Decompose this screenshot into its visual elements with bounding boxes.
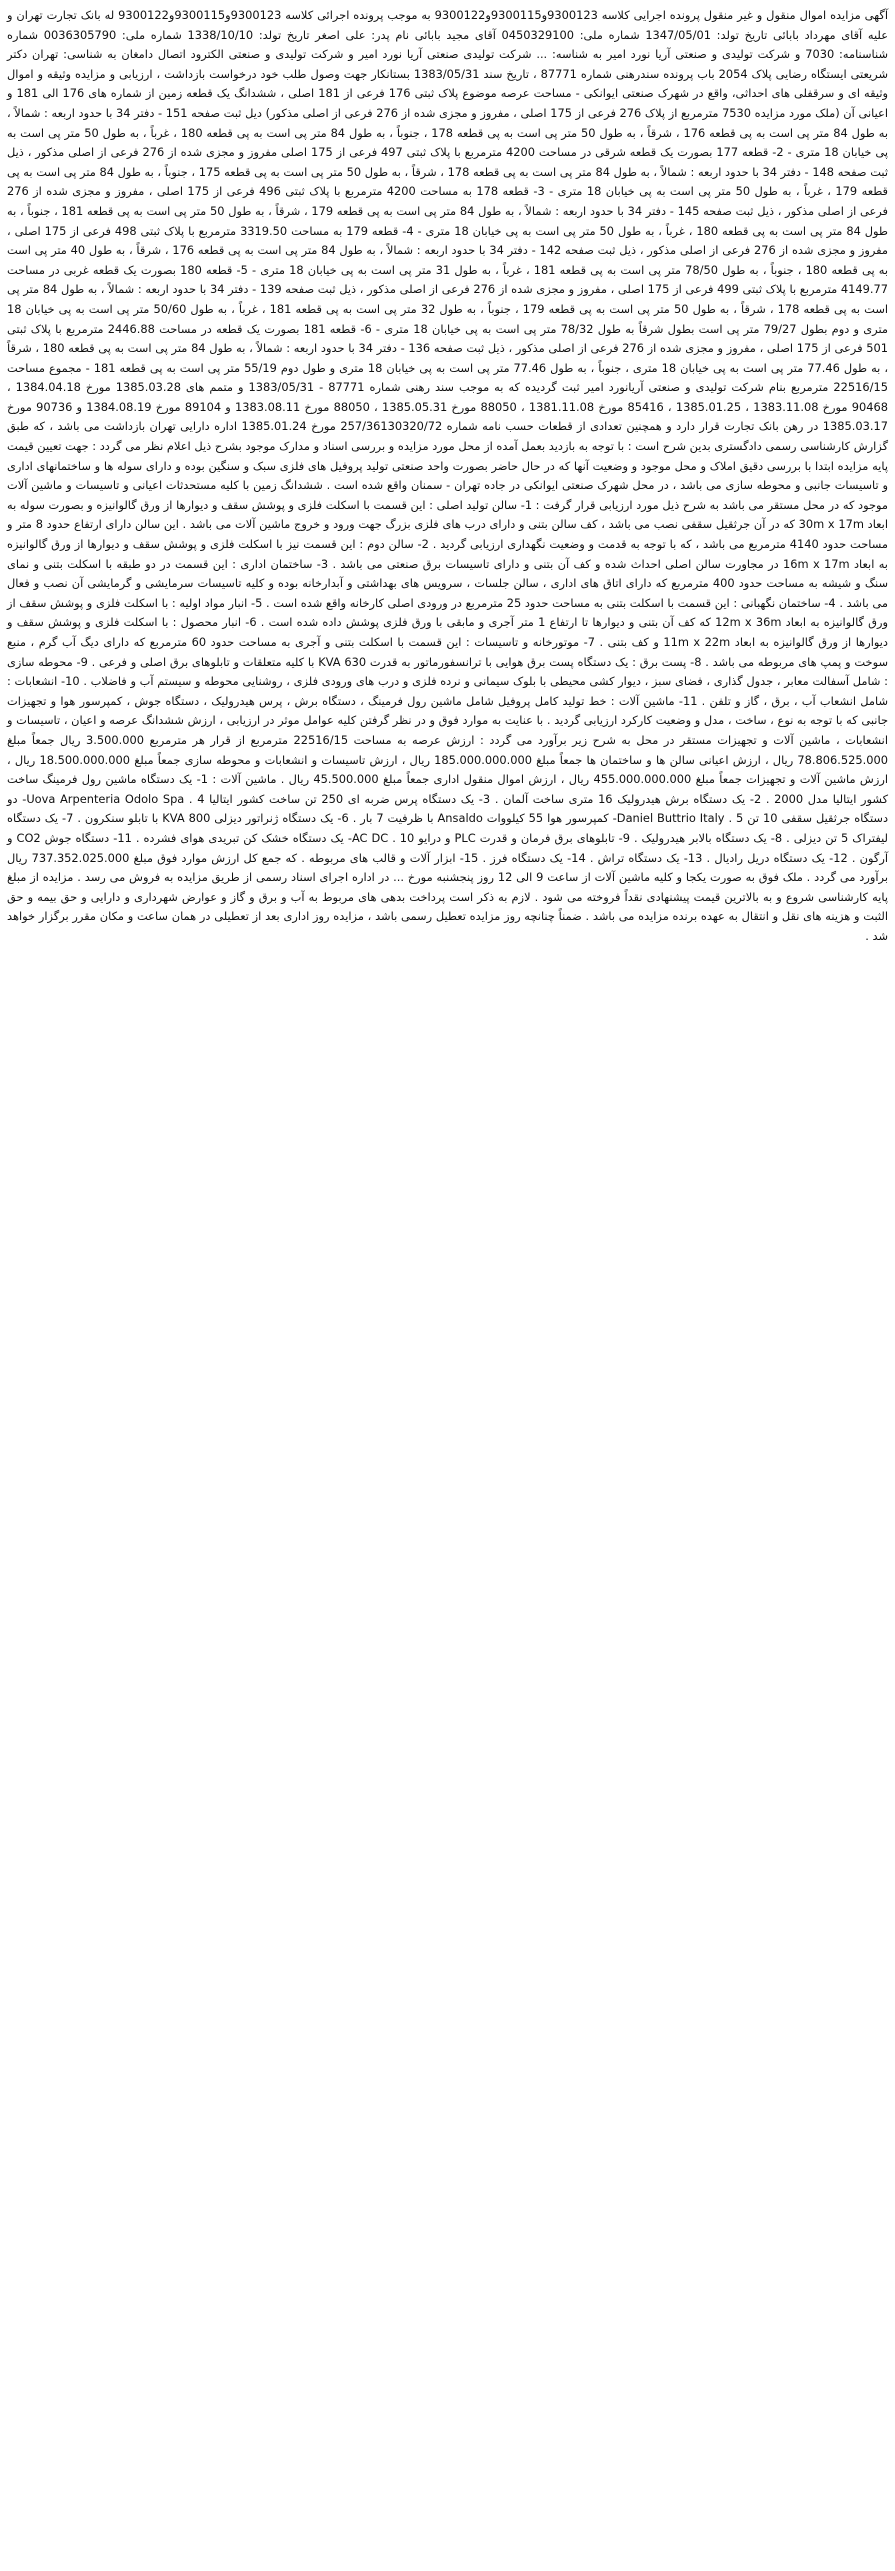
auction-notice-text: آگهی مزایده اموال منقول و غیر منقول پرونده اجرایی کلاسه 9300123و9300115و9300122 به موجب پرونده اجرائی کلاسه 9300123و9300115و9300122 له بانک تجارت تهران و علیه آقای مهرداد بابائی تاریخ تولد: 1347/05/01 شماره ملی: 0450329100 آقای مجید بابائی نام پدر: علی اصغر تاریخ تولد: 1338/10/10 شماره ملی: 0036305790 شماره شناسنامه: 7030 و شرکت تولیدی و صنعتی آریا نورد امیر به شناسه: ... شرکت تولیدی صنعتی آریا نورد امیر و شرکت تولیدی و صنعتی الکترود اتصال دامغان به شناسی: تهران دکتر شریعتی ایستگاه رضایی پلاک 2054 باب پرونده سندرهنی شماره 87771 ، تاریخ سند 1383/05/31 بستانکار جهت وصول طلب خود درخواست بازداشت ، ارزیابی و مزایده وثیقه و اموال وثیقه ای و سرقفلی های احداثی، واقع در شهرک صنعتی ایوانکی - مساحت عرصه موضوع پلاک ثبتی 176 فرعی از 181 اصلی ، ششدانگ یک قطعه زمین از شماره های 176 الی 181 و اعیانی آن (ملک مورد مزایده 7530 مترمربع از پلاک 276 فرعی از 175 اصلی ، مفروز و مجزی شده از 276 فرعی از اصلی مذکور) دیل ثبت صفحه 151 - دفتر 34 با حدود اربعه : شمالاً ، به طول 84 متر پی است به پی قطعه 176 ، شرقاً ، به طول 50 متر پی است به پی قطعه 178 ، جنوباً ، به طول 84 متر پی است به پی قطعه 180 ، غرباً ، به طول 50 متر پی است به پی خیابان 18 متری - 2- قطعه 177 بصورت یک قطعه شرقی در مساحت 4200 مترمربع با پلاک ثبتی 497 فرعی از 175 اصلی مفروز و مجزی شده از 276 فرعی از اصلی مذکور ، ذیل ثبت صفحه 148 - دفتر 34 با حدود اربعه : شمالاً ، به طول 84 متر پی است به پی قطعه 178 ، شرقاً ، به طول 50 متر پی است به پی قطعه 175 ، جنوباً ، به طول 84 متر پی است به پی قطعه 179 ، غرباً ، به طول 50 متر پی است به پی خیابان 18 متری - 3- قطعه 178 به مساحت 4200 مترمربع با پلاک ثبتی 496 فرعی از 175 اصلی ، مفروز و مجزی شده از 276 فرعی از اصلی مذکور ، ذیل ثبت صفحه 145 - دفتر 34 با حدود اربعه : شمالاً ، به طول 84 متر پی است به پی قطعه 179 ، شرقاً ، به طول 50 متر پی است به پی قطعه 181 ، جنوباً ، به طول 84 متر پی است به پی قطعه 180 ، غرباً ، به طول 50 متر پی است به پی خیابان 18 متری - 4- قطعه 179 به مساحت 3319.50 مترمربع با پلاک ثبتی 498 فرعی از 175 اصلی ، مفروز و مجزی شده از 276 فرعی از اصلی مذکور ، ذیل ثبت صفحه 142 - دفتر 34 با حدود اربعه : شمالاً ، به طول 84 متر پی است به پی قطعه 176 ، شرقاً ، به طول 40 متر پی است به پی قطعه 180 ، جنوباً ، به طول 78/50 متر پی است به پی قطعه 181 ، غرباً ، به طول 31 متر پی است به پی خیابان 18 متری - 5- قطعه 180 بصورت یک قطعه غربی در مساحت 4149.77 مترمربع با پلاک ثبتی 499 فرعی از 175 اصلی ، مفروز و مجزی شده از 276 فرعی از اصلی مذکور ، ذیل ثبت صفحه 139 - دفتر 34 با حدود اربعه : شمالاً ، به طول 84 متر پی است به پی قطعه 178 ، شرقاً ، به طول 50 متر پی است به پی قطعه 179 ، جنوباً ، به طول 32 متر پی است به پی قطعه 181 ، غرباً ، به طول 50/60 متر پی است به پی خیابان 18 متری و دوم بطول 79/27 متر پی است بطول شرقاً به طول 78/32 متر پی است به پی خیابان 18 متری - 6- قطعه 181 بصورت یک قطعه در مساحت 2446.88 مترمربع با پلاک ثبتی 501 فرعی از 175 اصلی ، مفروز و مجزی شده از 276 فرعی از اصلی مذکور ، ذیل ثبت صفحه 136 - دفتر 34 با حدود اربعه : شمالاً ، به طول 84 متر پی است به پی قطعه 180 ، شرقاً ، به طول 77.46 متر پی است به پی خیابان 18 متری ، جنوباً ، به طول 77.46 متر پی است به پی خیابان 18 متری و طول دوم 55/19 متر پی است به پی قطعه 181 - مجموع مساحت 22516/15 مترمربع بنام شرکت تولیدی و صنعتی آریانورد امیر ثبت گردیده که به موجب سند رهنی شماره 87771 - 1383/05/31 و متمم های 1385.03.28 مورخ 1384.04.18 ، 90468 مورخ 1383.11.08 ، 1385.01.25 ، 85416 مورخ 1381.11.08 ، 88050 مورخ 1385.05.31 ، 88050 مورخ 1383.08.11 و 89104 مورخ 1384.08.19 و 90736 مورخ 1385.03.17 در رهن بانک تجارت قرار دارد و همچنین تعدادی از قطعات حسب نامه شماره 257/36130320/72 مورخ 1385.01.24 اداره دارایی تهران بازداشت می باشد ، که طبق گزارش کارشناسی رسمی دادگستری بدین شرح است : با توجه به بازدید بعمل آمده از محل مورد مزایده و بررسی اسناد و مدارک موجود بشرح ذیل اعلام نظر می گردد : جهت تعیین قیمت پایه مزایده ابتدا با بررسی دقیق املاک و محل موجود و وضعیت آنها که در حال حاضر بصورت واحد صنعتی تولید پروفیل های فلزی سبک و سنگین بوده و دارای سوله ها و ساختمانهای اداری و تاسیسات جانبی و محوطه سازی می باشد ، در محل شهرک صنعتی ایوانکی در جاده تهران - سمنان واقع شده است . ششدانگ زمین با کلیه مستحدثات اعیانی و تاسیسات و ماشین آلات موجود که در محل مستقر می باشد به شرح ذیل مورد ارزیابی قرار گرفت : 1- سالن تولید اصلی : این قسمت با اسکلت فلزی و پوشش سقف و دیوارها از ورق گالوانیزه و بصورت سوله به ابعاد 30m x 17m که در آن جرثقیل سقفی نصب می باشد ، کف سالن بتنی و دارای درب های فلزی بزرگ جهت ورود و خروج ماشین آلات می باشد . این سالن دارای ارتفاع حدود 8 متر و مساحت حدود 4140 مترمربع می باشد ، که با توجه به قدمت و وضعیت نگهداری ارزیابی گردید . 2- سالن دوم : این قسمت نیز با اسکلت فلزی و پوشش سقف و دیوارها از ورق گالوانیزه به ابعاد 16m x 17m در مجاورت سالن اصلی احداث شده و کف آن بتنی و دارای تاسیسات برق صنعتی می باشد . 3- ساختمان اداری : این قسمت در دو طبقه با اسکلت بتنی و نمای سنگ و شیشه به مساحت حدود 400 مترمربع که دارای اتاق های اداری ، سالن جلسات ، سرویس های بهداشتی و آبدارخانه بوده و کلیه تاسیسات سرمایشی و گرمایشی آن نصب و فعال می باشد . 4- ساختمان نگهبانی : این قسمت با اسکلت بتنی به مساحت حدود 25 مترمربع در ورودی اصلی کارخانه واقع شده است . 5- انبار مواد اولیه : با اسکلت فلزی و پوشش سقف از ورق گالوانیزه به ابعاد 12m x 36m که کف آن بتنی و دیوارها تا ارتفاع 1 متر آجری و مابقی با ورق فلزی پوشش داده شده است . 6- انبار محصول : با اسکلت فلزی و پوشش سقف و دیوارها از ورق گالوانیزه به ابعاد 11m x 22m و کف بتنی . 7- موتورخانه و تاسیسات : این قسمت با اسکلت بتنی و آجری به مساحت حدود 60 مترمربع که دارای دیگ آب گرم ، منبع سوخت و پمپ های مربوطه می باشد . 8- پست برق : یک دستگاه پست برق هوایی با ترانسفورماتور به قدرت 630 KVA با کلیه متعلقات و تابلوهای برق اصلی و فرعی . 9- محوطه سازی : شامل آسفالت معابر ، جدول گذاری ، فضای سبز ، دیوار کشی محیطی با بلوک سیمانی و نرده فلزی و درب های ورودی فلزی ، روشنایی محوطه و سیستم آب و فاضلاب . 10- انشعابات : شامل انشعاب آب ، برق ، گاز و تلفن . 11- ماشین آلات : خط تولید کامل پروفیل شامل ماشین رول فرمینگ ، دستگاه برش ، پرس هیدرولیک ، دستگاه جوش ، کمپرسور هوا و تجهیزات جانبی که با توجه به نوع ، ساخت ، مدل و وضعیت کارکرد ارزیابی گردید . با عنایت به موارد فوق و در نظر گرفتن کلیه عوامل موثر در ارزیابی ، ارزش ششدانگ عرصه و اعیان ، تاسیسات و انشعابات ، ماشین آلات و تجهیزات مستقر در محل به شرح زیر برآورد می گردد : ارزش عرصه به مساحت 22516/15 مترمربع از قرار هر مترمربع 3.500.000 ریال جمعاً مبلغ 78.806.525.000 ریال ، ارزش اعیانی سالن ها و ساختمان ها جمعاً مبلغ 185.000.000.000 ریال ، ارزش تاسیسات و انشعابات و محوطه سازی جمعاً مبلغ 18.500.000.000 ریال ، ارزش ماشین آلات و تجهیزات جمعاً مبلغ 455.000.000.000 ریال ، ارزش اموال منقول اداری جمعاً مبلغ 45.500.000 ریال . ماشین آلات : 1- یک دستگاه ماشین رول فرمینگ ساخت کشور ایتالیا مدل 2000 . 2- یک دستگاه برش هیدرولیک 16 متری ساخت آلمان . 3- یک دستگاه پرس ضربه ای 250 تن ساخت کشور ایتالیا Uova Arpenteria Odolo Spa . 4- دو دستگاه جرثقیل سقفی 10 تن Daniel Buttrio Italy . 5- کمپرسور هوا 55 کیلووات Ansaldo با ظرفیت 7 بار . 6- یک دستگاه ژنراتور دیزلی 800 KVA با تابلو سنکرون . 7- یک دستگاه لیفتراک 5 تن دیزلی . 8- یک دستگاه بالابر هیدرولیک . 9- تابلوهای برق فرمان و قدرت PLC و درایو AC DC . 10- یک دستگاه خشک کن تبریدی هوای فشرده . 11- دستگاه جوش CO2 و آرگون . 12- یک دستگاه دریل رادیال . 13- یک دستگاه تراش . 14- یک دستگاه فرز . 15- ابزار آلات و قالب های مربوطه . که جمع کل ارزش موارد فوق مبلغ 737.352.025.000 ریال برآورد می گردد . ملک فوق به صورت یکجا و کلیه ماشین آلات از ساعت 9 الی 12 روز پنجشنبه مورخ ... در اداره اجرای اسناد رسمی از طریق مزایده به فروش می رسد . مزایده از مبلغ پایه کارشناسی شروع و به بالاترین قیمت پیشنهادی نقداً فروخته می شود . لازم به ذکر است پرداخت بدهی های مربوط به آب و برق و گاز و عوارض شهرداری و دارایی و حق بیمه و حق الثبت و هزینه های نقل و انتقال به عهده برنده مزایده می باشد . ضمناً چنانچه روز مزایده تعطیل رسمی باشد ، مزایده روز اداری بعد از تعطیلی در همان ساعت و مکان مقرر برگزار خواهد شد .: [7, 8, 889, 943]
